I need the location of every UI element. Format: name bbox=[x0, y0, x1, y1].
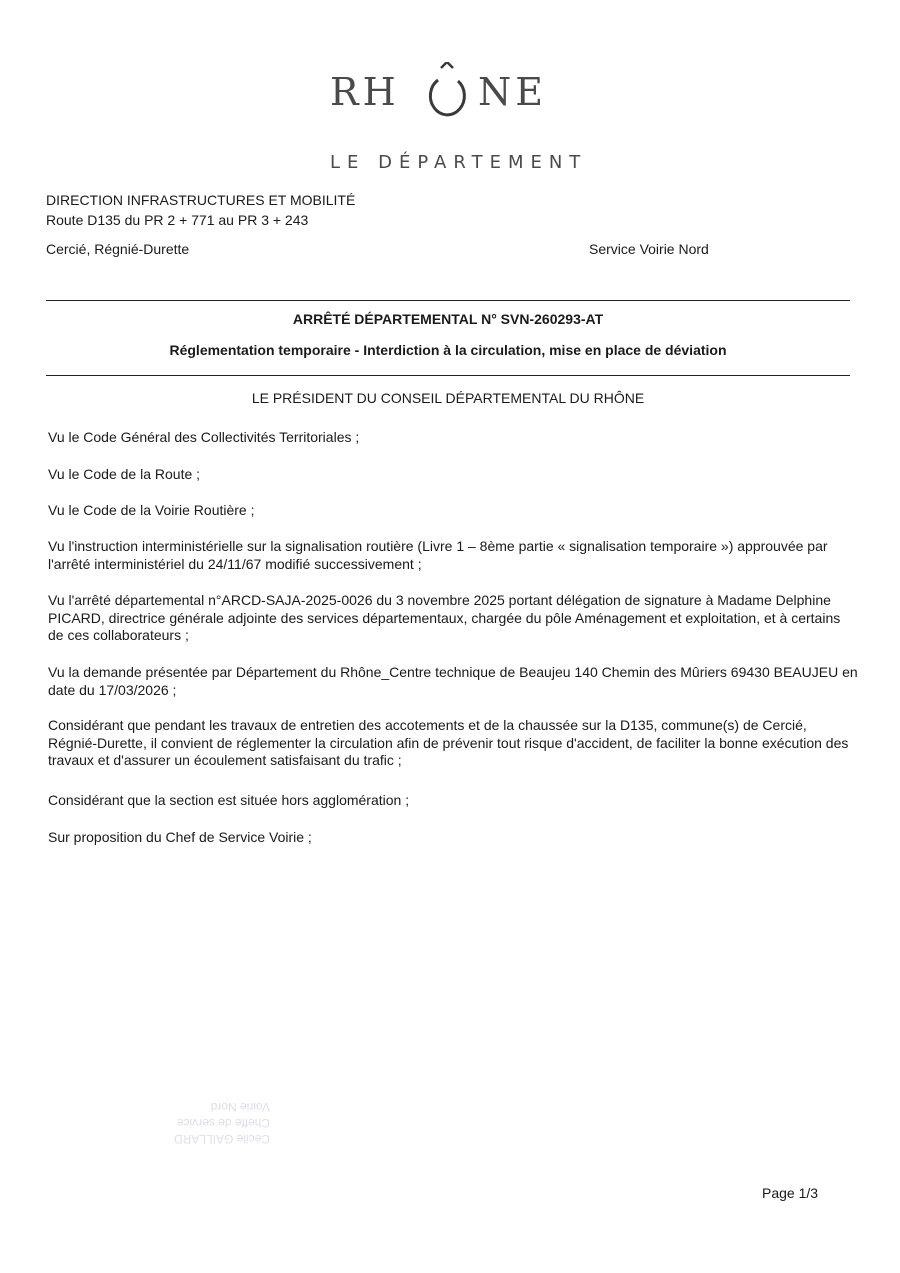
signature-stamp bbox=[90, 1052, 270, 1147]
rhone-logo bbox=[330, 62, 570, 122]
paragraph-code-route: Vu le Code de la Route ; bbox=[48, 466, 201, 482]
page-number: Page 1/3 bbox=[762, 1185, 819, 1201]
paragraph-instruction: Vu l'instruction interministérielle sur la signalisation routière (Livre 1 – 8ème partie « signalisation temporaire ») approuvée par l'arrêté interministériel du 24/11/67 modifié successivement ; bbox=[48, 538, 828, 572]
service-name: Service Voirie Nord bbox=[589, 241, 709, 257]
arrete-subject: Réglementation temporaire - Interdiction à la circulation, mise en place de déviation bbox=[169, 342, 727, 358]
stamp-line-service: Voirie Nord bbox=[210, 1100, 270, 1114]
communes: Cercié, Régnié-Durette bbox=[46, 241, 190, 257]
direction-name: DIRECTION INFRASTRUCTURES ET MOBILITÉ bbox=[46, 192, 356, 208]
top-rule bbox=[46, 300, 850, 301]
paragraph-delegation: Vu l'arrêté départemental n°ARCD-SAJA-2025-0026 du 3 novembre 2025 portant délégation de signature à Madame Delphine PICARD, directrice générale adjointe des services départementaux, chargée du pôle Aménagement et exploitation, et à certains de ces collaborateurs ; bbox=[48, 592, 841, 643]
logo-subtitle: LE DÉPARTEMENT bbox=[330, 152, 588, 173]
paragraph-proposition: Sur proposition du Chef de Service Voirie ; bbox=[48, 829, 312, 845]
president-heading: LE PRÉSIDENT DU CONSEIL DÉPARTEMENTAL DU RHÔNE bbox=[251, 390, 645, 406]
route-reference: Route D135 du PR 2 + 771 au PR 3 + 243 bbox=[46, 212, 309, 228]
paragraph-demande: Vu la demande présentée par Département du Rhône_Centre technique de Beaujeu 140 Chemin des Mûriers 69430 BEAUJEU en date du 17/03/2026 ; bbox=[48, 664, 858, 698]
arrete-title: ARRÊTÉ DÉPARTEMENTAL N° SVN-260293-AT bbox=[292, 311, 604, 327]
paragraph-code-voirie: Vu le Code de la Voirie Routière ; bbox=[48, 502, 255, 518]
bottom-rule bbox=[46, 375, 850, 376]
stamp-line-name: Cécile GAILLARD bbox=[173, 1132, 270, 1146]
svg-text:RH: RH bbox=[330, 70, 400, 114]
paragraph-cgct: Vu le Code Général des Collectivités Territoriales ; bbox=[48, 429, 360, 445]
svg-text:NE: NE bbox=[478, 70, 547, 114]
paragraph-considerant-travaux: Considérant que pendant les travaux de entretien des accotements et de la chaussée sur la D135, commune(s) de Cercié, Régnié-Durette, il convient de réglementer la circulation afin de prévenir tout risque d'accident, de faciliter la bonne exécution des travaux et d'assurer un écoulement satisfaisant du trafic ; bbox=[48, 717, 849, 768]
stamp-line-role: Cheffe de service bbox=[176, 1116, 270, 1130]
rhone-logo-mark bbox=[330, 62, 570, 122]
paragraph-considerant-section: Considérant que la section est située hors agglomération ; bbox=[48, 792, 410, 808]
